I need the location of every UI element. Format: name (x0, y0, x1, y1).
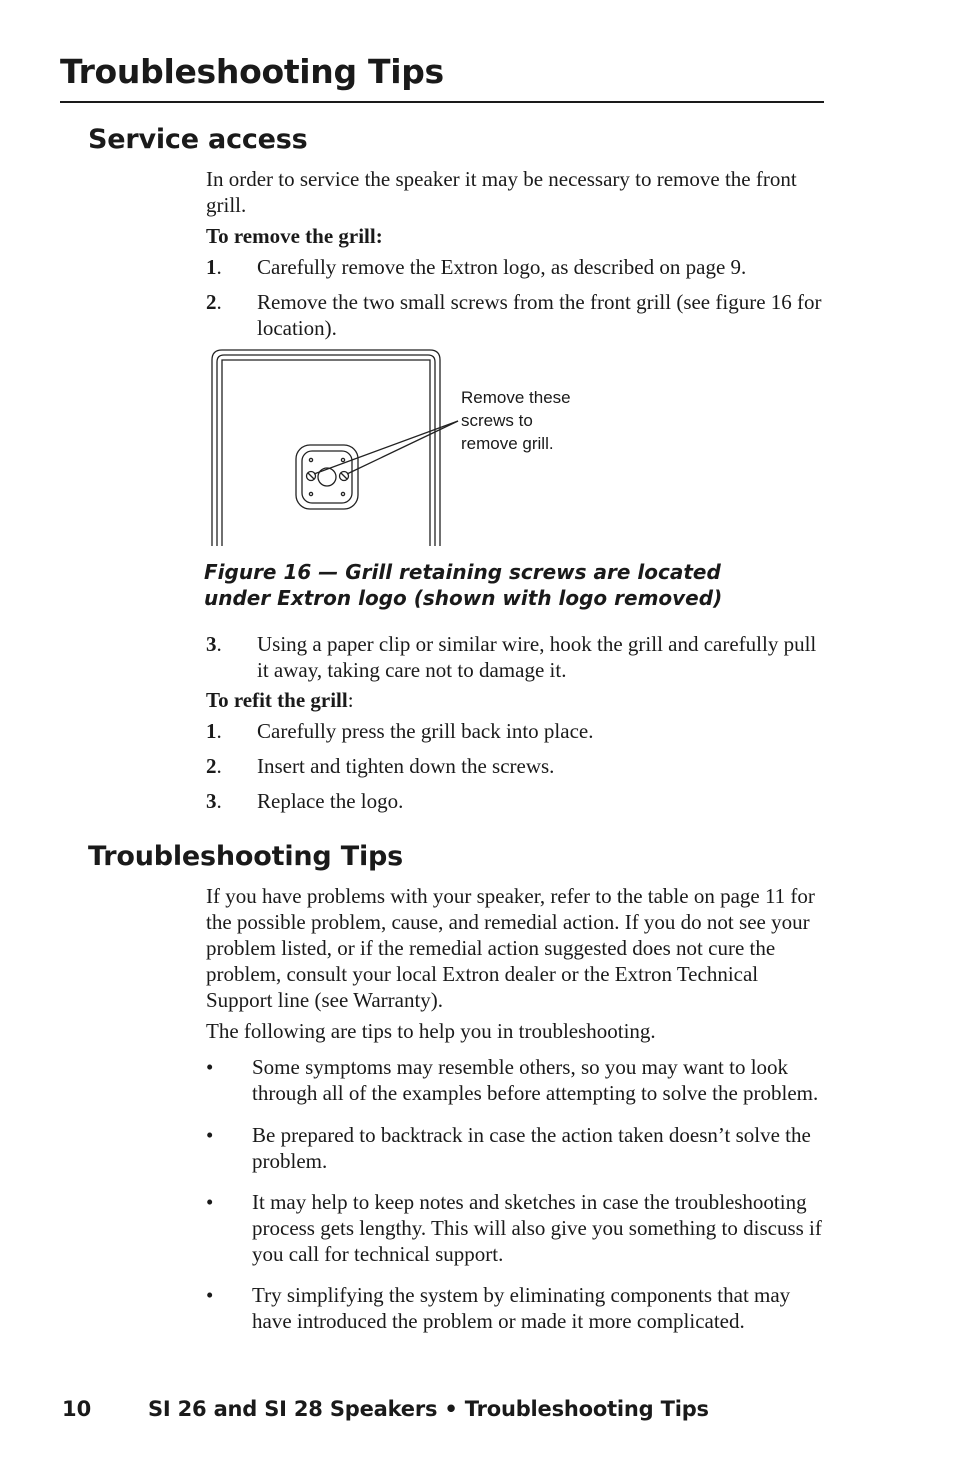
bullet-dot: • (206, 1283, 214, 1307)
bullet-dot: • (206, 1190, 214, 1214)
bullet-dot: • (206, 1055, 214, 1079)
refit-step (206, 718, 826, 744)
remove-step (206, 254, 826, 280)
step-number: 2. (206, 754, 222, 778)
remove-step (206, 289, 826, 341)
figure-16-caption (204, 559, 722, 611)
title-divider (60, 101, 824, 103)
tip-text: Try simplifying the system by eliminating components that may have introduced the problem or made it more complicated. (252, 1283, 791, 1333)
service-intro-paragraph: In order to service the speaker it may be necessary to remove the front grill. (206, 167, 797, 217)
step-number: 2. (206, 290, 222, 314)
tip-bullet (206, 1122, 828, 1174)
tip-text: It may help to keep notes and sketches in case the troubleshooting process gets lengthy. This will also give you something to discuss if you call for technical support. (252, 1190, 822, 1266)
screw-callout-text (461, 388, 571, 453)
service-access-continued-block (206, 631, 826, 823)
remove-grill-label: To remove the grill: (206, 224, 383, 248)
callout-line: remove grill. (461, 434, 554, 453)
tip-bullet (206, 1054, 828, 1106)
refit-grill-label: To refit the grill: (206, 688, 354, 712)
remove-step (206, 631, 826, 683)
grill-frame (222, 360, 430, 546)
step-text: Using a paper clip or similar wire, hook the grill and carefully pull it away, taking care not to damage it. (257, 632, 817, 682)
service-access-intro-block (206, 166, 826, 350)
tips-intro-paragraph: If you have problems with your speaker, refer to the table on page 11 for the possible problem, cause, and remedial action. If you do not see your problem listed, or if the remedial action suggested does not cure the problem, consult your local Extron dealer or the Extron Technical Support line (see Warranty). (206, 884, 815, 1012)
bullet-dot: • (206, 1123, 214, 1147)
figure-16-illustration (208, 346, 608, 548)
speaker-grill-drawing (208, 346, 608, 548)
caption-line: Figure 16 — Grill retaining screws are located (204, 560, 721, 584)
step-number: 3. (206, 632, 222, 656)
tip-bullet (206, 1189, 828, 1267)
running-footer: SI 26 and SI 28 Speakers • Troubleshooting Tips (148, 1397, 709, 1421)
step-text: Remove the two small screws from the front grill (see figure 16 for location). (257, 290, 822, 340)
callout-leader-right (347, 421, 458, 474)
step-number: 3. (206, 789, 222, 813)
speaker-outer-edge (212, 350, 440, 546)
troubleshooting-tips-block (206, 883, 828, 1334)
step-text: Replace the logo. (257, 789, 404, 813)
center-boss (318, 468, 336, 486)
step-number: 1. (206, 719, 222, 743)
callout-leader-left (314, 421, 458, 474)
tip-text: Be prepared to backtrack in case the action taken doesn’t solve the problem. (252, 1123, 811, 1173)
callout-line: screws to (461, 411, 533, 430)
caption-line: under Extron logo (shown with logo removed) (204, 586, 723, 610)
tips-lead-paragraph: The following are tips to help you in troubleshooting. (206, 1019, 656, 1043)
callout-line: Remove these (461, 388, 571, 407)
step-text: Carefully press the grill back into place. (257, 719, 594, 743)
troubleshooting-tips-heading: Troubleshooting Tips (88, 841, 404, 872)
page-number: 10 (62, 1397, 92, 1421)
refit-step (206, 753, 826, 779)
refit-step (206, 788, 826, 814)
step-text: Insert and tighten down the screws. (257, 754, 555, 778)
service-access-heading: Service access (88, 124, 308, 155)
step-text: Carefully remove the Extron logo, as described on page 9. (257, 255, 747, 279)
tip-text: Some symptoms may resemble others, so you may want to look through all of the examples before attempting to solve the problem. (252, 1055, 819, 1105)
step-number: 1. (206, 255, 222, 279)
page-title: Troubleshooting Tips (60, 52, 444, 91)
tip-bullet (206, 1282, 828, 1334)
